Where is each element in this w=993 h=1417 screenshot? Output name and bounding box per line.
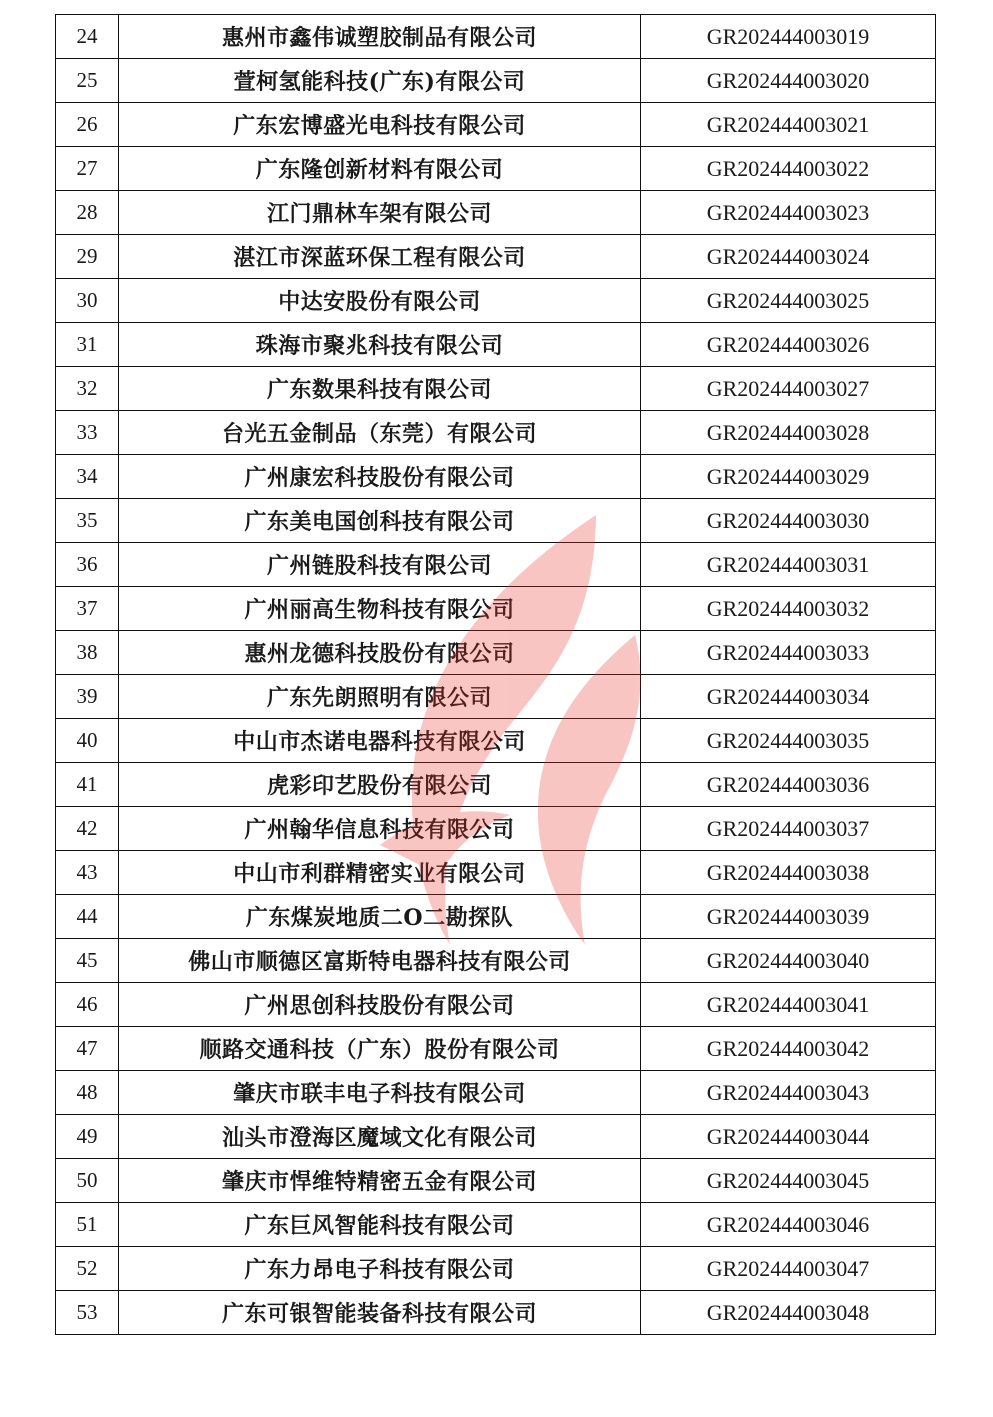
table-row: [56, 1247, 936, 1291]
company-name: 肇庆市联丰电子科技有限公司: [119, 1071, 641, 1115]
company-list-table: [55, 14, 936, 1335]
company-name: 肇庆市悍维特精密五金有限公司: [119, 1159, 641, 1203]
row-number: 34: [56, 455, 119, 499]
certificate-number: GR202444003023: [641, 191, 936, 235]
company-name: 虎彩印艺股份有限公司: [119, 763, 641, 807]
table-row: [56, 763, 936, 807]
row-number: 48: [56, 1071, 119, 1115]
row-number: 29: [56, 235, 119, 279]
certificate-number: GR202444003039: [641, 895, 936, 939]
certificate-number: GR202444003032: [641, 587, 936, 631]
company-name: 广州链股科技有限公司: [119, 543, 641, 587]
certificate-number: GR202444003047: [641, 1247, 936, 1291]
company-name: 湛江市深蓝环保工程有限公司: [119, 235, 641, 279]
table-row: [56, 939, 936, 983]
certificate-number: GR202444003022: [641, 147, 936, 191]
certificate-number: GR202444003028: [641, 411, 936, 455]
row-number: 39: [56, 675, 119, 719]
table-row: [56, 1203, 936, 1247]
company-name: 中山市利群精密实业有限公司: [119, 851, 641, 895]
certificate-number: GR202444003033: [641, 631, 936, 675]
row-number: 41: [56, 763, 119, 807]
table-row: [56, 59, 936, 103]
company-name: 广州思创科技股份有限公司: [119, 983, 641, 1027]
row-number: 38: [56, 631, 119, 675]
company-name: 广东隆创新材料有限公司: [119, 147, 641, 191]
certificate-number: GR202444003037: [641, 807, 936, 851]
row-number: 31: [56, 323, 119, 367]
table-row: [56, 983, 936, 1027]
company-name: 惠州市鑫伟诚塑胶制品有限公司: [119, 15, 641, 59]
company-name: 广州康宏科技股份有限公司: [119, 455, 641, 499]
certificate-number: GR202444003026: [641, 323, 936, 367]
row-number: 37: [56, 587, 119, 631]
table-row: [56, 851, 936, 895]
company-name: 佛山市顺德区富斯特电器科技有限公司: [119, 939, 641, 983]
certificate-number: GR202444003046: [641, 1203, 936, 1247]
row-number: 33: [56, 411, 119, 455]
company-name: 顺路交通科技（广东）股份有限公司: [119, 1027, 641, 1071]
company-name: 中山市杰诺电器科技有限公司: [119, 719, 641, 763]
company-name: 江门鼎林车架有限公司: [119, 191, 641, 235]
table-row: [56, 895, 936, 939]
certificate-number: GR202444003042: [641, 1027, 936, 1071]
table-row: [56, 15, 936, 59]
company-name: 中达安股份有限公司: [119, 279, 641, 323]
row-number: 47: [56, 1027, 119, 1071]
certificate-number: GR202444003025: [641, 279, 936, 323]
row-number: 30: [56, 279, 119, 323]
table-row: [56, 411, 936, 455]
table-row: [56, 1159, 936, 1203]
certificate-number: GR202444003043: [641, 1071, 936, 1115]
row-number: 46: [56, 983, 119, 1027]
row-number: 53: [56, 1291, 119, 1335]
certificate-number: GR202444003034: [641, 675, 936, 719]
company-name: 广东力昂电子科技有限公司: [119, 1247, 641, 1291]
certificate-number: GR202444003030: [641, 499, 936, 543]
company-name: 广东可银智能装备科技有限公司: [119, 1291, 641, 1335]
row-number: 44: [56, 895, 119, 939]
certificate-number: GR202444003020: [641, 59, 936, 103]
table-row: [56, 191, 936, 235]
certificate-number: GR202444003024: [641, 235, 936, 279]
row-number: 52: [56, 1247, 119, 1291]
table-row: [56, 1027, 936, 1071]
table-row: [56, 719, 936, 763]
row-number: 28: [56, 191, 119, 235]
certificate-number: GR202444003038: [641, 851, 936, 895]
certificate-number: GR202444003031: [641, 543, 936, 587]
company-name: 广东巨风智能科技有限公司: [119, 1203, 641, 1247]
row-number: 26: [56, 103, 119, 147]
table-row: [56, 807, 936, 851]
table-body: [56, 15, 936, 1335]
company-name: 珠海市聚兆科技有限公司: [119, 323, 641, 367]
company-name: 广州丽高生物科技有限公司: [119, 587, 641, 631]
row-number: 50: [56, 1159, 119, 1203]
table-row: [56, 1291, 936, 1335]
table-row: [56, 323, 936, 367]
table-row: [56, 103, 936, 147]
company-name: 台光五金制品（东莞）有限公司: [119, 411, 641, 455]
table-row: [56, 675, 936, 719]
row-number: 35: [56, 499, 119, 543]
table-row: [56, 455, 936, 499]
company-name: 萱柯氢能科技(广东)有限公司: [119, 59, 641, 103]
company-name: 广东数果科技有限公司: [119, 367, 641, 411]
company-name: 广东美电国创科技有限公司: [119, 499, 641, 543]
table-row: [56, 1115, 936, 1159]
certificate-number: GR202444003021: [641, 103, 936, 147]
row-number: 25: [56, 59, 119, 103]
row-number: 24: [56, 15, 119, 59]
company-name: 惠州龙德科技股份有限公司: [119, 631, 641, 675]
table-row: [56, 1071, 936, 1115]
table-row: [56, 631, 936, 675]
certificate-number: GR202444003041: [641, 983, 936, 1027]
certificate-number: GR202444003045: [641, 1159, 936, 1203]
row-number: 49: [56, 1115, 119, 1159]
row-number: 36: [56, 543, 119, 587]
certificate-number: GR202444003029: [641, 455, 936, 499]
certificate-number: GR202444003019: [641, 15, 936, 59]
table-row: [56, 147, 936, 191]
row-number: 27: [56, 147, 119, 191]
company-name: 广东煤炭地质二O二勘探队: [119, 895, 641, 939]
row-number: 40: [56, 719, 119, 763]
company-name: 广东先朗照明有限公司: [119, 675, 641, 719]
table-row: [56, 367, 936, 411]
table-row: [56, 499, 936, 543]
certificate-number: GR202444003044: [641, 1115, 936, 1159]
table-row: [56, 279, 936, 323]
row-number: 45: [56, 939, 119, 983]
table-row: [56, 235, 936, 279]
certificate-number: GR202444003040: [641, 939, 936, 983]
company-name: 广州翰华信息科技有限公司: [119, 807, 641, 851]
row-number: 42: [56, 807, 119, 851]
certificate-number: GR202444003035: [641, 719, 936, 763]
row-number: 43: [56, 851, 119, 895]
row-number: 32: [56, 367, 119, 411]
row-number: 51: [56, 1203, 119, 1247]
certificate-number: GR202444003048: [641, 1291, 936, 1335]
certificate-number: GR202444003036: [641, 763, 936, 807]
company-name: 广东宏博盛光电科技有限公司: [119, 103, 641, 147]
table-row: [56, 543, 936, 587]
certificate-number: GR202444003027: [641, 367, 936, 411]
table-row: [56, 587, 936, 631]
company-name: 汕头市澄海区魔域文化有限公司: [119, 1115, 641, 1159]
